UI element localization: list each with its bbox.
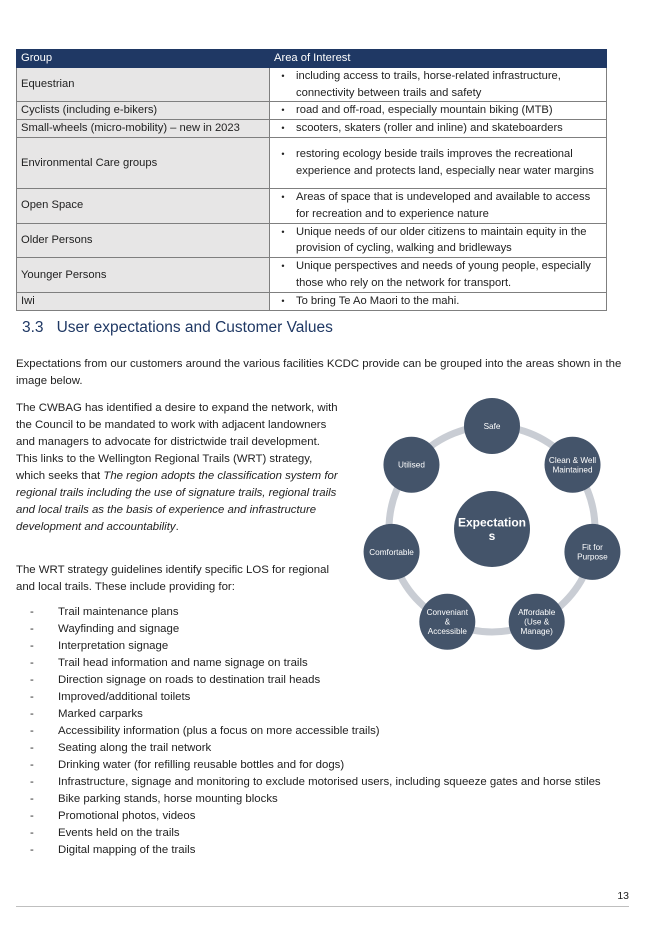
table-row (17, 120, 607, 138)
area-cell (270, 258, 607, 293)
list-item (30, 706, 630, 723)
area-text: To bring Te Ao Maori to the mahi. (296, 294, 460, 307)
list-item-text: Digital mapping of the trails (58, 844, 196, 856)
diagram-label: Manage) (520, 627, 553, 637)
section-heading (22, 319, 333, 337)
bullet-icon: • (281, 149, 285, 160)
diagram-label: Safe (483, 421, 501, 431)
group-cell: Equestrian (17, 67, 270, 102)
bullet-icon: • (281, 70, 285, 81)
list-item-text: Promotional photos, videos (58, 810, 196, 822)
section-number: 3.3 (22, 319, 44, 336)
footer-divider (16, 906, 629, 907)
list-item (30, 672, 630, 689)
dash-icon: - (30, 844, 34, 856)
list-item (30, 791, 630, 808)
table-row (17, 137, 607, 188)
area-text: Areas of space that is undeveloped and available to access for recreation and to experience nature (296, 190, 591, 220)
bullet-icon: • (281, 295, 285, 306)
node-label (484, 422, 501, 431)
group-cell: Iwi (17, 292, 270, 310)
list-item (30, 757, 630, 774)
dash-icon: - (30, 776, 34, 788)
list-item (30, 723, 630, 740)
diagram-label: (Use & (524, 617, 550, 627)
expectations-diagram (352, 397, 634, 655)
list-item (30, 774, 630, 791)
dash-icon: - (30, 640, 34, 652)
area-cell (270, 188, 607, 223)
dash-icon: - (30, 623, 34, 635)
area-cell (270, 137, 607, 188)
dash-icon: - (30, 708, 34, 720)
bullet-icon: • (281, 123, 285, 134)
cwbag-paragraph (16, 400, 338, 536)
table-row (17, 102, 607, 120)
dash-icon: - (30, 793, 34, 805)
list-item (30, 808, 630, 825)
diagram-label: Conveniant (426, 608, 469, 618)
dash-icon: - (30, 674, 34, 686)
area-text: including access to trails, horse-related infrastructure, connectivity between trails and safety (296, 69, 561, 99)
table-row (17, 292, 607, 310)
bullet-icon: • (281, 261, 285, 272)
group-cell: Cyclists (including e-bikers) (17, 102, 270, 120)
section-title: User expectations and Customer Values (56, 319, 333, 336)
diagram-label: & (444, 617, 451, 627)
group-cell: Small-wheels (micro-mobility) – new in 2023 (17, 120, 270, 138)
group-cell: Environmental Care groups (17, 137, 270, 188)
diagram-label: Fit for (581, 543, 603, 553)
list-item (30, 740, 630, 757)
wrt-paragraph: The WRT strategy guidelines identify specific LOS for regional and local trails. These include providing for: (16, 564, 329, 593)
table-row (17, 188, 607, 223)
interest-table (16, 49, 607, 311)
intro-paragraph: Expectations from our customers around the various facilities KCDC provide can be grouped into the areas shown in the image below. (16, 358, 622, 387)
cwbag-end: . (175, 521, 179, 533)
list-item-text: Events held on the trails (58, 827, 180, 839)
list-item-text: Drinking water (for refilling reusable bottles and for dogs) (58, 759, 345, 771)
bullet-icon: • (281, 226, 285, 237)
cwbag-text: The CWBAG has identified a desire to expand the network, with the Council to be mandated to work with adjacent landowners and managers to advocate for districtwide trail development. This links to the Wellington Regional Trails (WRT) strategy, which seeks that (16, 402, 338, 482)
area-text: Unique perspectives and needs of young people, especially those who rely on the network for transport. (296, 260, 591, 289)
dash-icon: - (30, 725, 34, 737)
dash-icon: - (30, 827, 34, 839)
cwbag-quote: The region adopts the classification system for regional trails including the use of signature trails, regional trails and local trails as the basis of experience and infrastructure development and accountability (16, 470, 338, 533)
diagram-label: Clean & Well (548, 455, 597, 465)
list-item-text: Trail maintenance plans (58, 606, 179, 618)
area-cell (270, 67, 607, 102)
table-header-row (17, 50, 607, 68)
diagram-label: Purpose (577, 552, 608, 562)
list-item-text: Infrastructure, signage and monitoring to exclude motorised users, including squeeze gates and horse stiles (58, 776, 601, 788)
list-item-text: Wayfinding and signage (58, 623, 180, 635)
diagram-label: Utilised (398, 460, 425, 470)
node-label (549, 456, 596, 474)
table-row (17, 223, 607, 258)
diagram-label: s (488, 529, 496, 544)
node-label (398, 461, 425, 470)
page-number: 13 (617, 890, 629, 902)
diagram-label: Maintained (552, 465, 593, 475)
list-item-text: Accessibility information (plus a focus on more accessible trails) (58, 725, 380, 737)
dash-icon: - (30, 657, 34, 669)
list-item (30, 689, 630, 706)
header-group: Group (17, 50, 270, 68)
area-cell (270, 292, 607, 310)
list-item-text: Trail head information and name signage on trails (58, 657, 308, 669)
area-cell (270, 102, 607, 120)
group-cell: Older Persons (17, 223, 270, 258)
diagram-label: Accessible (427, 627, 467, 637)
area-text: Unique needs of our older citizens to maintain equity in the provision of cycling, walking and bridleways (296, 225, 587, 255)
diagram-label: Expectation (457, 515, 527, 530)
area-text: road and off-road, especially mountain biking (MTB) (296, 104, 553, 117)
list-item (30, 842, 630, 859)
area-text: scooters, skaters (roller and inline) and skateboarders (296, 122, 563, 135)
diagram-label: Comfortable (369, 547, 414, 557)
group-cell: Younger Persons (17, 258, 270, 293)
list-item (30, 825, 630, 842)
area-cell (270, 120, 607, 138)
bullet-icon: • (281, 105, 285, 116)
dash-icon: - (30, 691, 34, 703)
header-area: Area of Interest (270, 50, 607, 68)
list-item-text: Improved/additional toilets (58, 691, 191, 703)
list-item-text: Bike parking stands, horse mounting blocks (58, 793, 278, 805)
list-item-text: Seating along the trail network (58, 742, 212, 754)
dash-icon: - (30, 742, 34, 754)
list-item (30, 655, 630, 672)
table-row (17, 258, 607, 293)
diagram-label: Affordable (518, 608, 556, 618)
table-row (17, 67, 607, 102)
list-item-text: Interpretation signage (58, 640, 169, 652)
list-item-text: Marked carparks (58, 708, 143, 720)
area-cell (270, 223, 607, 258)
area-text: restoring ecology beside trails improves the recreational experience and protects land, especially near water margins (296, 148, 594, 177)
bullet-icon: • (281, 191, 285, 202)
node-label (369, 548, 414, 557)
dash-icon: - (30, 759, 34, 771)
group-cell: Open Space (17, 188, 270, 223)
list-item-text: Direction signage on roads to destination trail heads (58, 674, 321, 686)
dash-icon: - (30, 810, 34, 822)
dash-icon: - (30, 606, 34, 618)
